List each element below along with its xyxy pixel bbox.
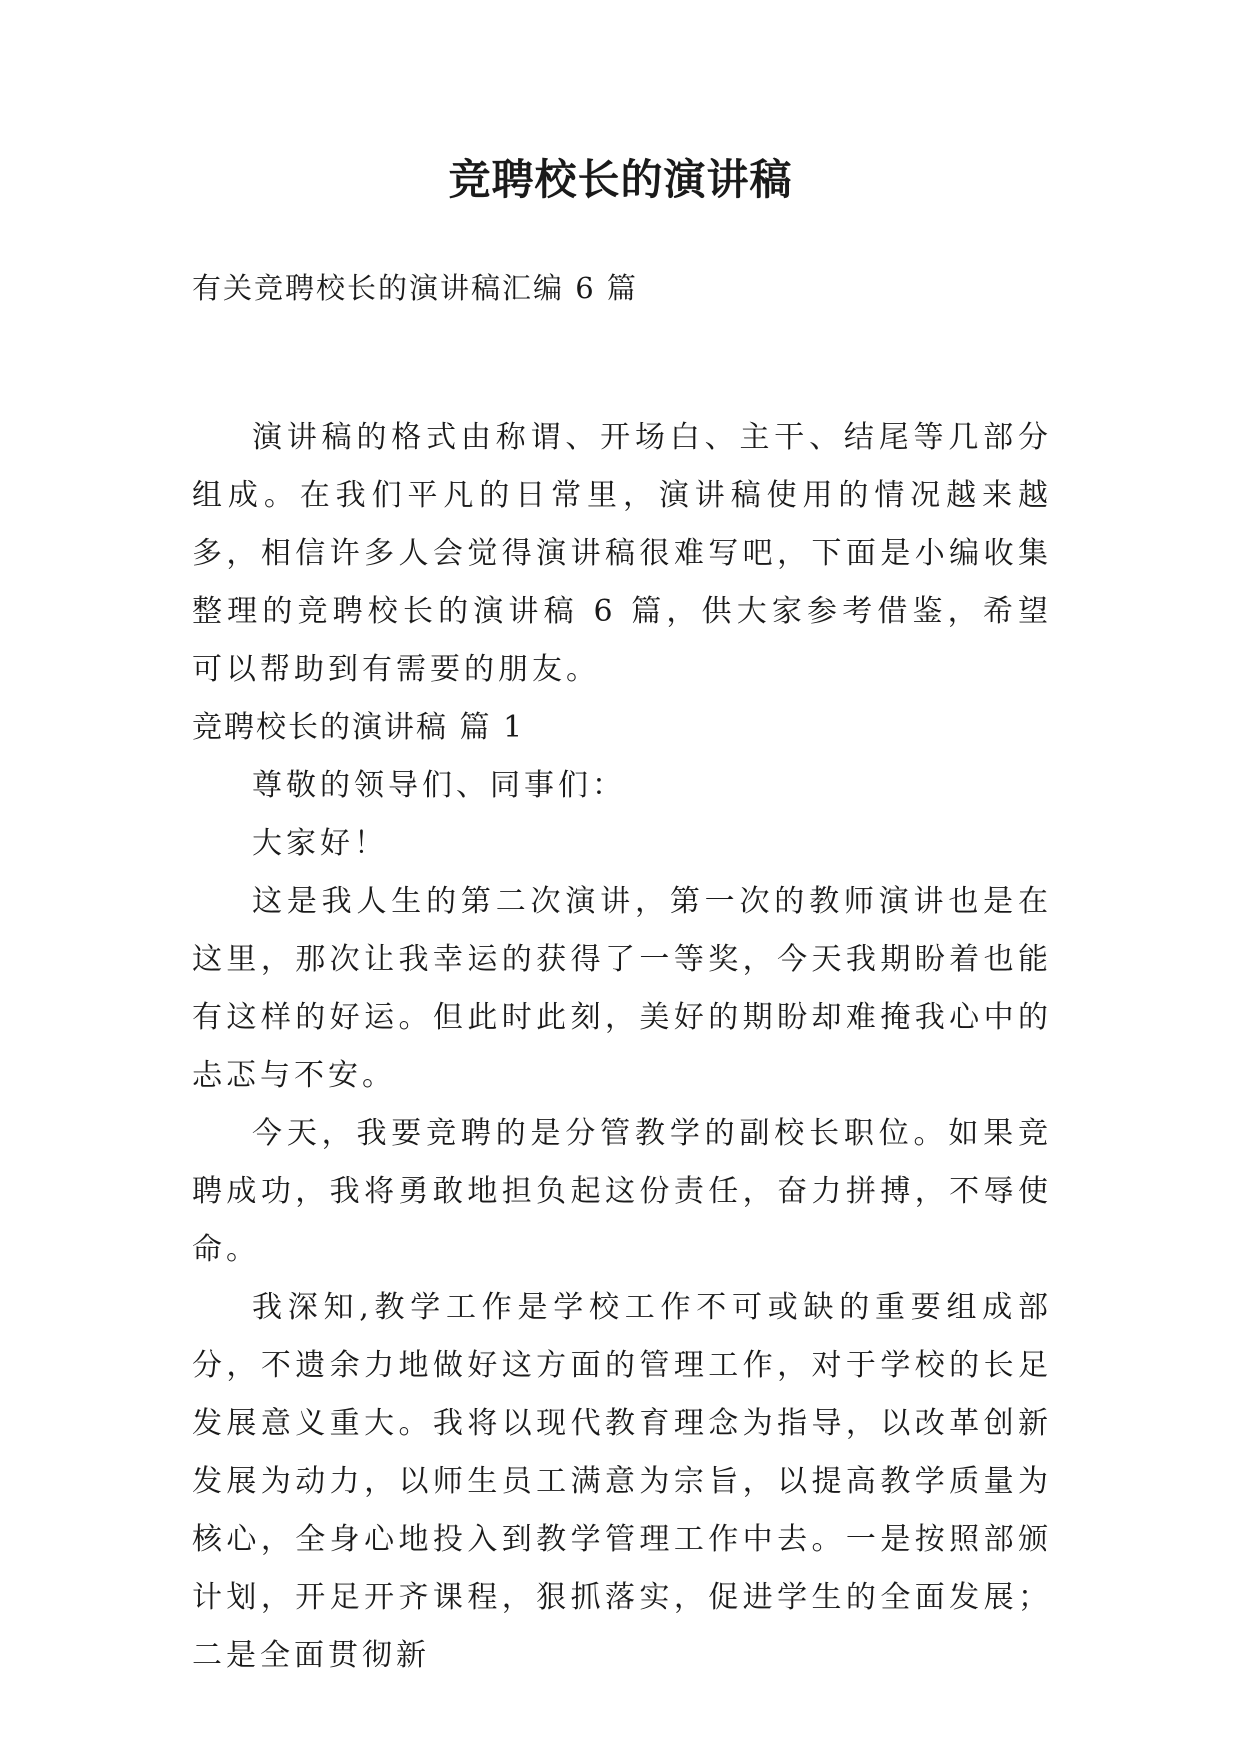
document-subtitle: 有关竞聘校长的演讲稿汇编 6 篇	[192, 271, 638, 305]
document-title: 竞聘校长的演讲稿	[448, 155, 793, 204]
body-paragraph: 我深知,教学工作是学校工作不可或缺的重要组成部分，不遗余力地做好这方面的管理工作，对于学校的长足发展意义重大。我将以现代教育理念为指导，以改革创新发展为动力，以师生员工满意为宗旨，以提高教学质量为核心，全身心地投入到教学管理工作中去。一是按照部颁计划，开足开齐课程，狠抓落实，促进学生的全面发展；二是全面贯彻新	[192, 1290, 1052, 1673]
salutation: 尊敬的领导们、同事们：	[252, 768, 626, 803]
greeting: 大家好！	[252, 826, 388, 861]
body-paragraph: 今天，我要竞聘的是分管教学的副校长职位。如果竞聘成功，我将勇敢地担负起这份责任，奋力拼搏，不辱使命。	[192, 1116, 1052, 1267]
section-heading: 竞聘校长的演讲稿 篇 1	[192, 710, 525, 745]
intro-paragraph: 演讲稿的格式由称谓、开场白、主干、结尾等几部分组成。在我们平凡的日常里，演讲稿使用的情况越来越多，相信许多人会觉得演讲稿很难写吧，下面是小编收集整理的竞聘校长的演讲稿 6 篇，供大家参考借鉴，希望可以帮助到有需要的朋友。	[192, 420, 1052, 687]
body-paragraph: 这是我人生的第二次演讲，第一次的教师演讲也是在这里，那次让我幸运的获得了一等奖，今天我期盼着也能有这样的好运。但此时此刻，美好的期盼却难掩我心中的忐忑与不安。	[192, 884, 1052, 1093]
document-body	[192, 409, 1052, 1685]
